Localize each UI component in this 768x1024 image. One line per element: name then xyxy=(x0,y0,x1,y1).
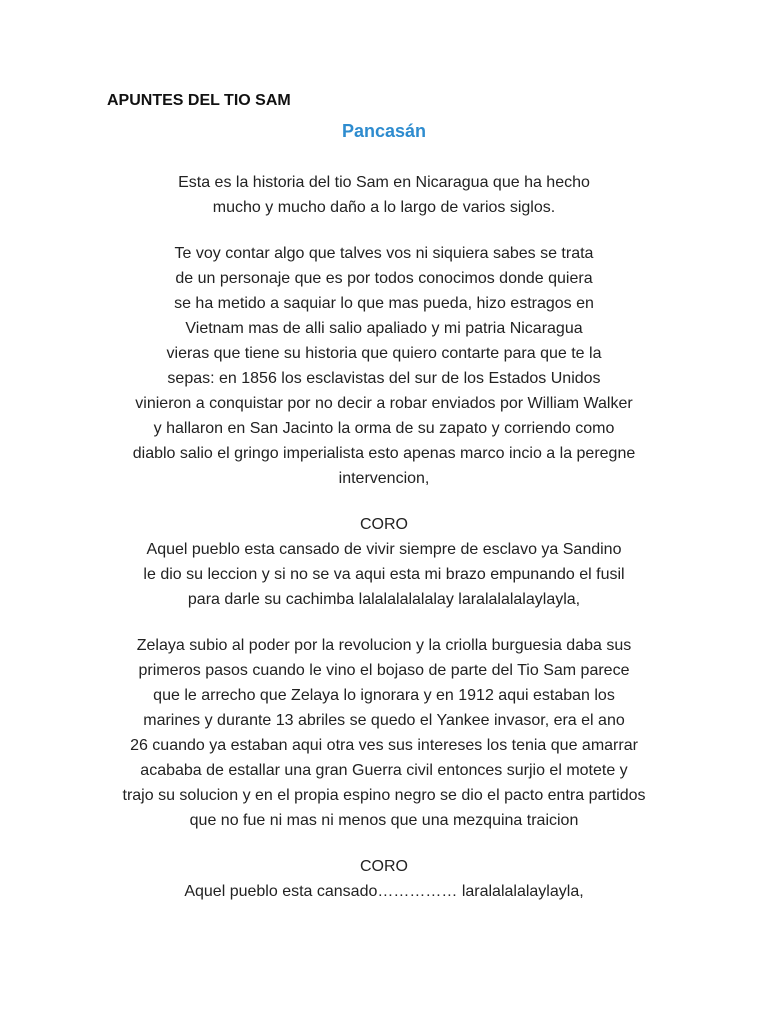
paragraph xyxy=(0,512,768,612)
text-line: de un personaje que es por todos conocimos donde quiera xyxy=(175,270,593,287)
text-line: le dio su leccion y si no se va aqui esta mi brazo empunando el fusil xyxy=(143,566,625,583)
text-line: para darle su cachimba lalalalalalalay laralalalalaylayla, xyxy=(187,591,581,608)
text-line: CORO xyxy=(360,858,408,875)
paragraph xyxy=(0,633,768,833)
text-line: y hallaron en San Jacinto la orma de su zapato y corriendo como xyxy=(153,420,615,437)
text-line: diablo salio el gringo imperialista esto apenas marco incio a la peregne xyxy=(132,445,636,462)
text-line: CORO xyxy=(360,516,408,533)
text-line: marines y durante 13 abriles se quedo el Yankee invasor, era el ano xyxy=(143,712,625,729)
text-line: vinieron a conquistar por no decir a robar enviados por William Walker xyxy=(135,395,633,412)
text-line: mucho y mucho daño a lo largo de varios siglos. xyxy=(212,199,556,216)
text-line: que no fue ni mas ni menos que una mezquina traicion xyxy=(189,812,579,829)
text-line: Te voy contar algo que talves vos ni siquiera sabes se trata xyxy=(174,245,594,262)
paragraph xyxy=(0,241,768,491)
text-line: acababa de estallar una gran Guerra civil entonces surjio el motete y xyxy=(140,762,628,779)
text-line: Vietnam mas de alli salio apaliado y mi patria Nicaragua xyxy=(185,320,583,337)
text-line: trajo su solucion y en el propia espino negro se dio el pacto entra partidos xyxy=(122,787,646,804)
text-line: 26 cuando ya estaban aqui otra ves sus intereses los tenia que amarrar xyxy=(130,737,638,754)
text-line: Zelaya subio al poder por la revolucion y la criolla burguesia daba sus xyxy=(136,637,632,654)
paragraph xyxy=(0,170,768,220)
text-line: se ha metido a saquiar lo que mas pueda, hizo estragos en xyxy=(174,295,594,312)
text-line: Aquel pueblo esta cansado de vivir siempre de esclavo ya Sandino xyxy=(146,541,622,558)
paragraph xyxy=(0,854,768,904)
text-line: que le arrecho que Zelaya lo ignorara y en 1912 aqui estaban los xyxy=(153,687,615,704)
text-line: vieras que tiene su historia que quiero contarte para que te la xyxy=(166,345,602,362)
text-line: primeros pasos cuando le vino el bojaso de parte del Tio Sam parece xyxy=(138,662,630,679)
text-line: Aquel pueblo esta cansado…………… laralalalalaylayla, xyxy=(184,883,584,900)
document-subtitle: Pancasán xyxy=(341,121,427,141)
document-title: APUNTES DEL TIO SAM xyxy=(107,92,291,109)
text-line: Esta es la historia del tio Sam en Nicaragua que ha hecho xyxy=(178,174,590,191)
lyrics-body xyxy=(0,170,768,925)
text-line: sepas: en 1856 los esclavistas del sur de los Estados Unidos xyxy=(167,370,601,387)
text-line: intervencion, xyxy=(338,470,430,487)
